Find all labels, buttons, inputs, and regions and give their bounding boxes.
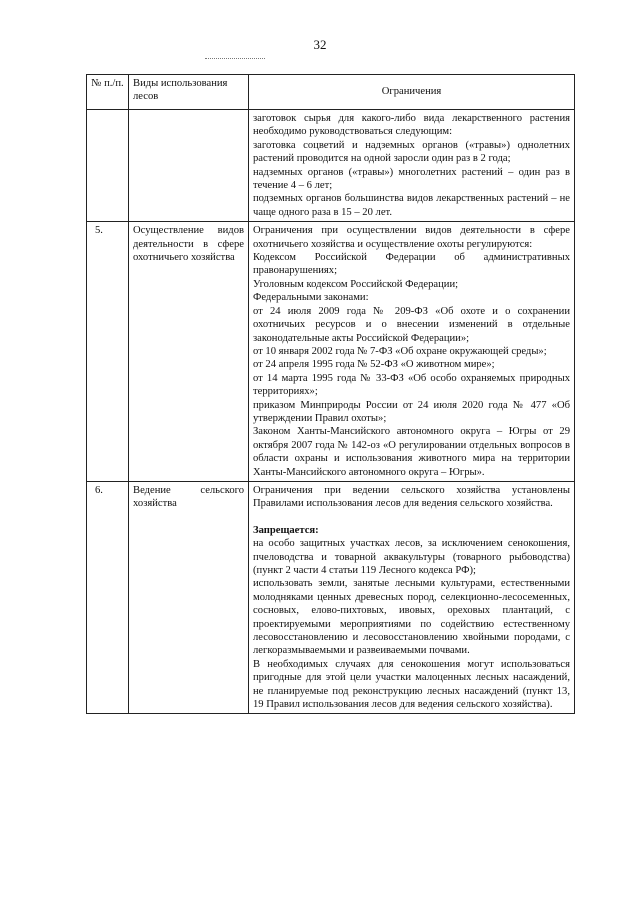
limitation-paragraph: на особо защитных участках лесов, за исключением сенокошения, пчеловодства и товарной аквакультуры (товарного рыбоводства) (пункт 2 части 4 статьи 119 Лесного кодекса РФ); bbox=[253, 538, 570, 576]
limitation-paragraph: использовать земли, занятые лесными культурами, естественными молодняками ценных древесных пород, селекционно-лесосеменных, сосновых, елово-пихтовых, ивовых, ореховых плантаций, с проектируемыми мероприятиями по содействию естественному лесовосстановлению и лесовосстановлению хвойными породами, с легкоразмываемыми и развеиваемыми почвами. bbox=[253, 578, 570, 657]
row-limitations bbox=[249, 481, 575, 714]
restrictions-table bbox=[86, 74, 575, 714]
header-limitations: Ограничения bbox=[249, 75, 575, 110]
limitation-paragraph: от 24 апреля 1995 года № 52-ФЗ «О животном мире»; bbox=[253, 359, 495, 371]
row-usage-kind bbox=[129, 110, 249, 222]
table-row bbox=[87, 481, 575, 714]
row-number: 5. bbox=[87, 222, 129, 482]
limitation-intro: Ограничения при ведении сельского хозяйства установлены Правилами использования лесов для ведения сельского хозяйства. bbox=[253, 484, 570, 510]
scan-artifact bbox=[205, 58, 265, 67]
limitation-paragraph: Ограничения при осуществлении видов деятельности в сфере охотничьего хозяйства и осуществление охоты регулируются: bbox=[253, 225, 570, 250]
limitation-paragraph: от 24 июля 2009 года № 209-ФЗ «Об охоте и о сохранении охотничьих ресурсов и о внесении изменений в отдельные законодательные акты Российской Федерации»; bbox=[253, 305, 570, 344]
row-number: 6. bbox=[87, 481, 129, 714]
table-row bbox=[87, 110, 575, 222]
limitation-paragraph: Федеральными законами: bbox=[253, 292, 369, 304]
limitation-paragraph: Кодексом Российской Федерации об административных правонарушениях; bbox=[253, 252, 570, 277]
row-number bbox=[87, 110, 129, 222]
limitation-paragraph: Уголовным кодексом Российской Федерации; bbox=[253, 278, 459, 290]
limitation-paragraph: заготовка соцветий и надземных органов («травы») однолетних растений проводится на одной заросли один раз в 2 года; bbox=[253, 139, 570, 165]
row-usage-kind: Ведение сельского хозяйства bbox=[129, 481, 249, 714]
table-header-row bbox=[87, 75, 575, 110]
limitation-paragraph: надземных органов («травы») многолетних растений – один раз в течение 4 – 6 лет; bbox=[253, 166, 570, 192]
header-number: № п./п. bbox=[87, 75, 129, 110]
row-limitations bbox=[249, 222, 575, 482]
limitation-paragraph: приказом Минприроды России от 24 июля 2020 года № 477 «Об утверждении Правил охоты»; bbox=[253, 399, 570, 424]
header-usage-kind: Виды использования лесов bbox=[129, 75, 249, 110]
table-row bbox=[87, 222, 575, 482]
limitation-paragraph: от 14 марта 1995 года № 33-ФЗ «Об особо охраняемых природных территориях»; bbox=[253, 372, 570, 398]
row-limitations bbox=[249, 110, 575, 222]
prohibited-heading: Запрещается: bbox=[253, 524, 319, 536]
page-number: 32 bbox=[313, 37, 327, 52]
limitation-paragraph: В необходимых случаях для сенокошения могут использоваться пригодные для этой цели участки малоценных лесных насаждений, не планируемые под реконструкцию лесных насаждений (пункт 13, 19 Правил использования лесов для ведения сельского хозяйства). bbox=[253, 658, 570, 711]
paragraph-gap bbox=[253, 511, 570, 524]
limitation-paragraph: заготовок сырья для какого-либо вида лекарственного растения необходимо руководствоваться следующим: bbox=[253, 113, 570, 138]
row-usage-kind: Осуществление видов деятельности в сфере охотничьего хозяйства bbox=[129, 222, 249, 482]
limitation-paragraph: подземных органов большинства видов лекарственных растений – не чаще одного раза в 15 – 20 лет. bbox=[253, 193, 570, 218]
limitation-paragraph: от 10 января 2002 года № 7-ФЗ «Об охране окружающей среды»; bbox=[253, 345, 547, 357]
limitation-paragraph: Законом Ханты-Мансийского автономного округа – Югры от 29 октября 2007 года № 142-оз «О регулировании отдельных вопросов в области охраны и использования животного мира на территории Ханты-Мансийского автономного округа – Югры». bbox=[253, 426, 570, 478]
